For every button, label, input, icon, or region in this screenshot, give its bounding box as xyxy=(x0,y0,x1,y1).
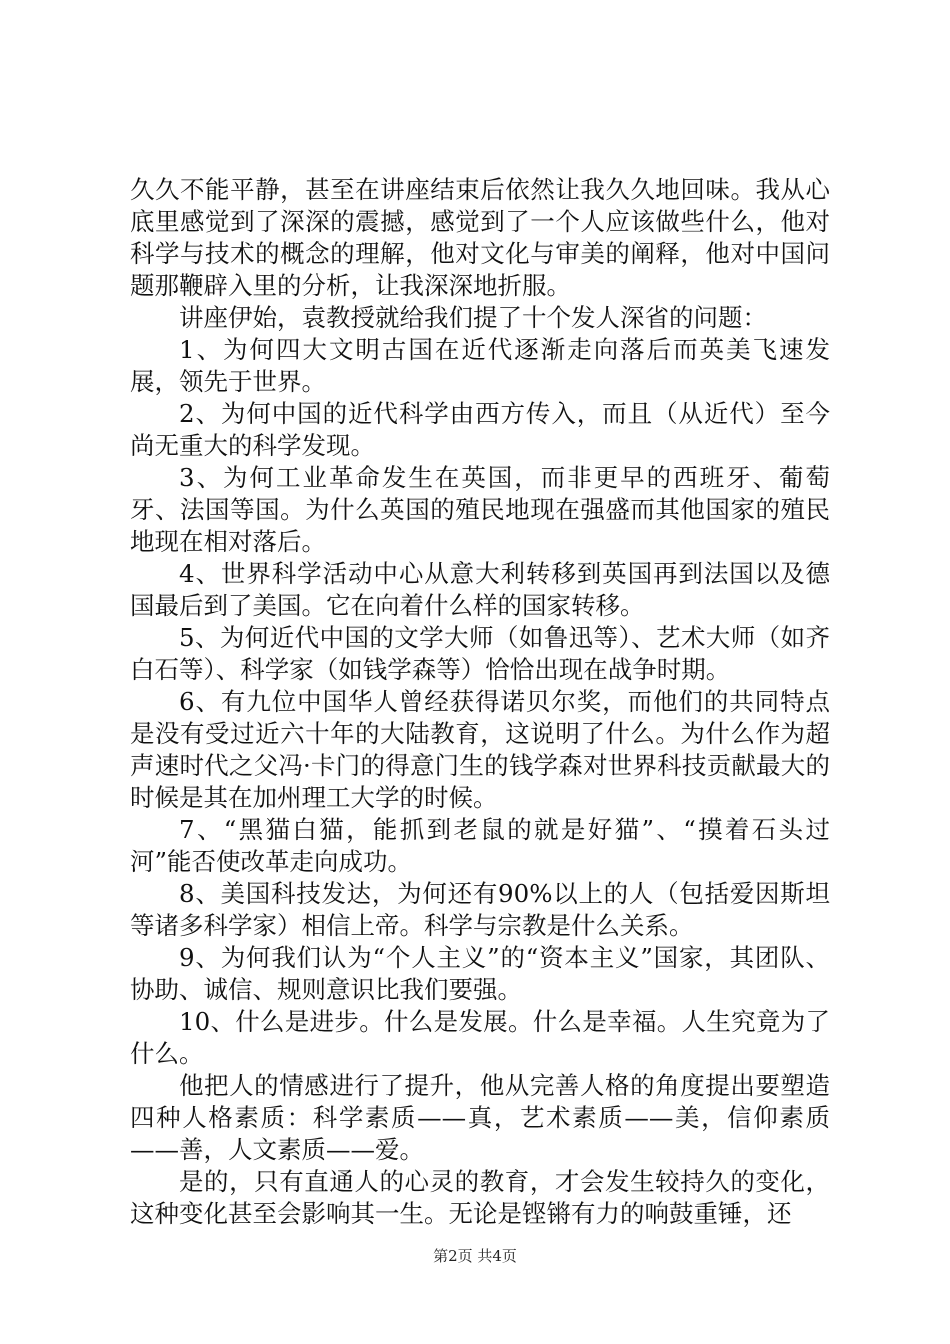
paragraph: 5、为何近代中国的文学大师（如鲁迅等）、艺术大师（如齐白石等）、科学家（如钱学森等）恰恰出现在战争时期。 xyxy=(130,623,830,684)
paragraph: 久久不能平静，甚至在讲座结束后依然让我久久地回味。我从心底里感觉到了深深的震撼，感觉到了一个人应该做些什么，他对科学与技术的概念的理解，他对文化与审美的阐释，他对中国问题那鞭辟入里的分析，让我深深地折服。 xyxy=(130,175,830,300)
paragraph: 8、美国科技发达，为何还有90%以上的人（包括爱因斯坦等诸多科学家）相信上帝。科学与宗教是什么关系。 xyxy=(130,879,830,940)
paragraph: 讲座伊始，袁教授就给我们提了十个发人深省的问题： xyxy=(179,303,767,332)
body-text xyxy=(130,174,830,1230)
paragraph: 2、为何中国的近代科学由西方传入，而且（从近代）至今尚无重大的科学发现。 xyxy=(130,399,830,460)
paragraph: 10、什么是进步。什么是发展。什么是幸福。人生究竟为了什么。 xyxy=(130,1007,830,1068)
paragraph: 3、为何工业革命发生在英国，而非更早的西班牙、葡萄牙、法国等国。为什么英国的殖民地现在强盛而其他国家的殖民地现在相对落后。 xyxy=(130,463,830,556)
paragraph: 7、“黑猫白猫，能抓到老鼠的就是好猫”、“摸着石头过河”能否使改革走向成功。 xyxy=(130,815,830,876)
paragraph: 4、世界科学活动中心从意大利转移到英国再到法国以及德国最后到了美国。它在向着什么样的国家转移。 xyxy=(130,559,830,620)
paragraph: 9、为何我们认为“个人主义”的“资本主义”国家，其团队、协助、诚信、规则意识比我们要强。 xyxy=(130,943,830,1004)
paragraph: 1、为何四大文明古国在近代逐渐走向落后而英美飞速发展，领先于世界。 xyxy=(130,335,830,396)
page-footer: 第2页 共4页 xyxy=(433,1247,517,1265)
paragraph: 6、有九位中国华人曾经获得诺贝尔奖，而他们的共同特点是没有受过近六十年的大陆教育，这说明了什么。为什么作为超声速时代之父冯·卡门的得意门生的钱学森对世界科技贡献最大的时候是其在加州理工大学的时候。 xyxy=(130,687,830,812)
paragraph: 是的，只有直通人的心灵的教育，才会发生较持久的变化，这种变化甚至会影响其一生。无论是铿锵有力的响鼓重锤，还 xyxy=(130,1167,830,1228)
paragraph: 他把人的情感进行了提升，他从完善人格的角度提出要塑造四种人格素质：科学素质——真，艺术素质——美，信仰素质——善，人文素质——爱。 xyxy=(130,1071,830,1164)
